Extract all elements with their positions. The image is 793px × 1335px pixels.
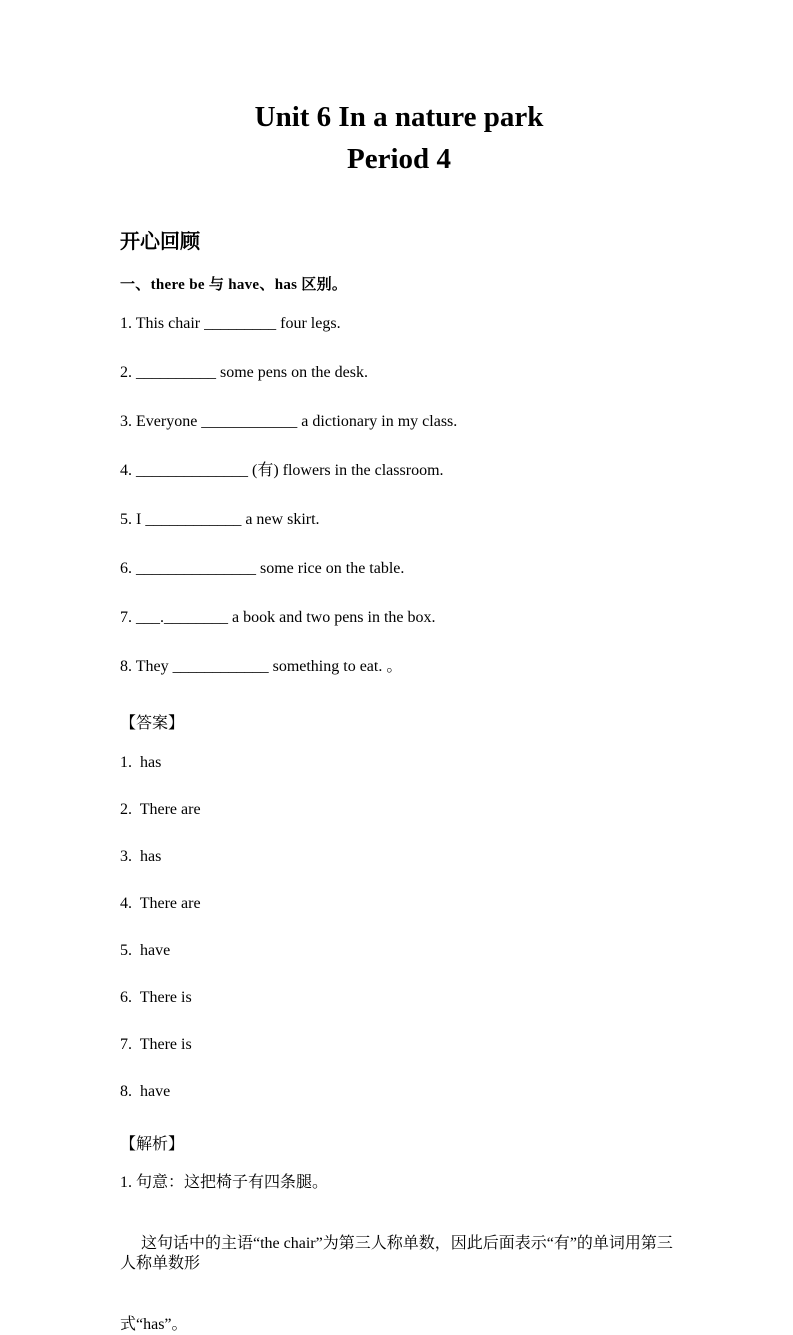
exercise-heading: 一、there be 与 have、has 区别。 [120, 277, 348, 293]
answer-7: 7. There is [120, 1036, 192, 1053]
answer-3: 3. has [120, 848, 162, 865]
answer-1: 1. has [120, 754, 162, 771]
review-section-heading: 开心回顾 [120, 231, 200, 253]
answer-6: 6. There is [120, 989, 192, 1006]
page-subtitle: Period 4 [347, 143, 451, 175]
answers-label: 【答案】 [120, 715, 185, 732]
analysis-label: 【解析】 [120, 1136, 185, 1153]
answer-4: 4. There are [120, 895, 201, 912]
answer-8: 8. have [120, 1083, 171, 1100]
question-7: 7. ___.________ a book and two pens in the box. [120, 609, 436, 626]
answer-2: 2. There are [120, 801, 201, 818]
question-6: 6. _______________ some rice on the table. [120, 560, 405, 577]
question-1: 1. This chair _________ four legs. [120, 315, 341, 332]
analysis-line-1: 1. 句意：这把椅子有四条腿。 [120, 1174, 329, 1191]
analysis-line-3: 式“has”。 [120, 1316, 188, 1333]
analysis-line-2: 这句话中的主语“the chair”为第三人称单数，因此后面表示“有”的单词用第三人称单数形 [120, 1235, 673, 1272]
question-3: 3. Everyone ____________ a dictionary in my class. [120, 413, 458, 430]
answer-5: 5. have [120, 942, 171, 959]
question-8: 8. They ____________ something to eat. 。 [120, 658, 403, 675]
question-2: 2. __________ some pens on the desk. [120, 364, 368, 381]
question-4: 4. ______________ (有) flowers in the classroom. [120, 462, 444, 479]
question-5: 5. I ____________ a new skirt. [120, 511, 320, 528]
page-title: Unit 6 In a nature park [254, 101, 544, 133]
